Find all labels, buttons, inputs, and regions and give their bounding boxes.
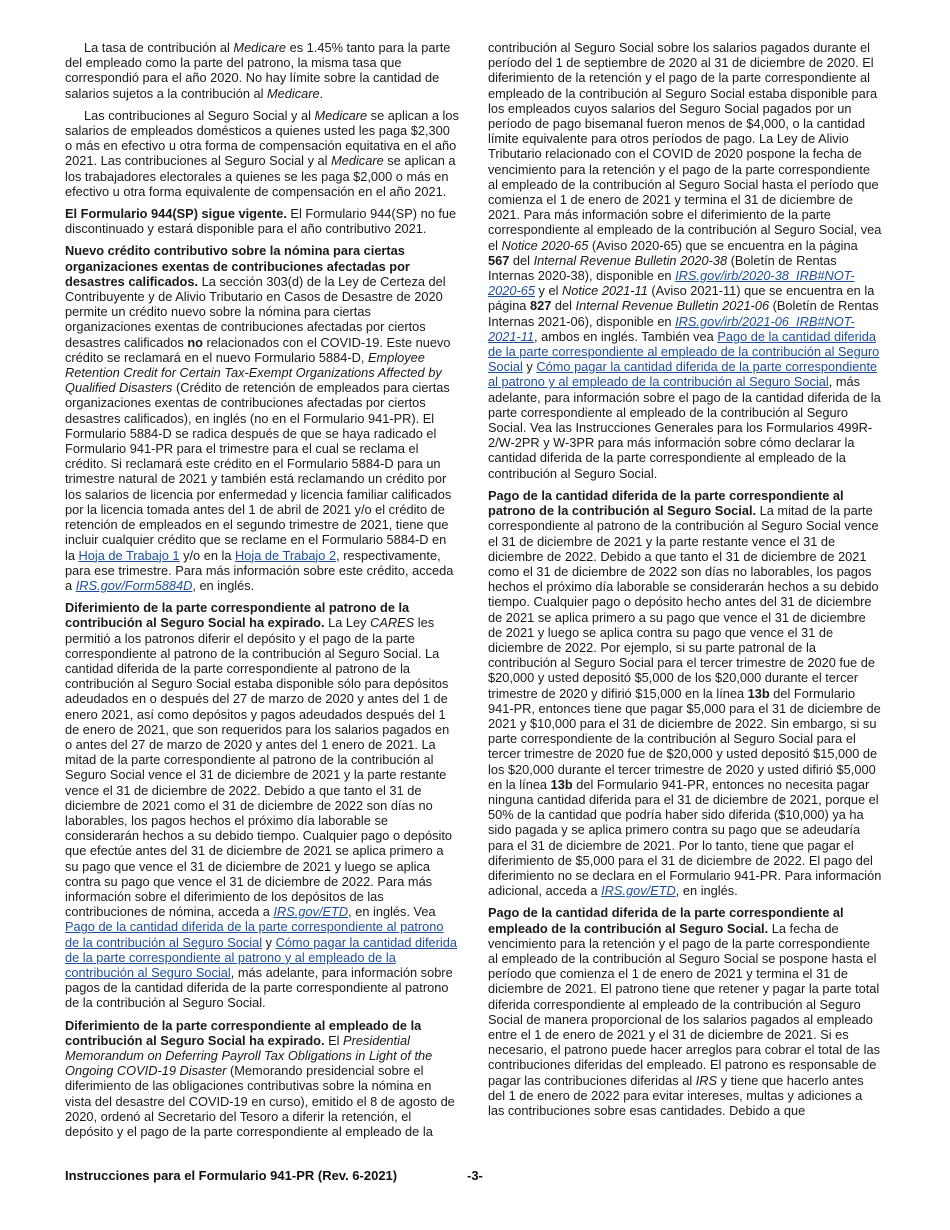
text: , ambos en inglés. También vea: [534, 328, 718, 344]
text: se aplican a los salarios de empleados domésticos a quienes usted les paga $2,300 o más en efectivo u otra forma de compensación equitativa en el año 2021. Las contribuciones al Seguro Social y al: [65, 107, 459, 169]
paragraph-heading: Diferimiento de la parte correspondiente al empleado de la contribución al Seguro Social ha expirado.: [65, 1017, 422, 1048]
bold-text: no: [187, 334, 203, 350]
text: del: [509, 252, 534, 268]
text: y: [522, 359, 537, 375]
italic-text: Medicare: [267, 85, 320, 101]
bold-text: 567: [488, 252, 510, 268]
text: es 1.45% tanto para la parte del empleado como la parte del patrono, la misma tasa que correspondió para el año 2020. No hay límite sobre la cantidad de salarios sujetos a la contribución al: [65, 40, 451, 101]
irb-2021-06-link[interactable]: IRS.gov/irb/2021-06_IRB#NOT-2021-11: [488, 313, 855, 344]
how-to-pay-deferral-link[interactable]: Cómo pagar la cantidad diferida de la parte correspondiente al patrono y al empleado de la contribución al Seguro Social: [65, 934, 457, 980]
household-employees-paragraph: [65, 108, 459, 199]
text: La Ley: [324, 615, 371, 631]
text: El: [324, 1032, 344, 1048]
text: (Aviso 2020-65) que se encuentra en la página: [588, 237, 858, 253]
employee-deferral-payment-paragraph: [488, 905, 882, 1118]
bold-text: 13b: [550, 776, 573, 792]
new-payroll-credit-paragraph: [65, 243, 459, 593]
text: y: [262, 934, 276, 950]
text: La mitad de la parte correspondiente al patrono de la contribución al Seguro Social vence el 31 de diciembre de 2021 y la parte restante vence el 31 de diciembre de 2022. Debido a que tanto el 31 de diciembre de 2021 como el 31 de diciembre de 2022 son días no laborables, los pagos hechos el próximo día laborable se considerarán hechos a su debido tiempo. Cualquier pago o depósito hecho antes del 31 de diciembre de 2021 se aplica primero a su pago que vence el 31 de diciembre de 2021 y luego se aplica contra su pago que vence el 31 de diciembre de 2022. Por ejemplo, si su parte patronal de la contribución al Seguro Social para el tercer trimestre de 2020 fue de $20,000 y usted depositó $5,000 de los $20,000 durante el tercer trimestre de 2020 y difirió $15,000 en la línea: [488, 503, 879, 701]
text: y/o en la: [179, 547, 236, 563]
text: El Formulario 944(SP) no fue discontinuado y estará disponible para el año contributivo 2021.: [65, 206, 457, 237]
worksheet-1-link[interactable]: Hoja de Trabajo 1: [78, 547, 180, 563]
paragraph-heading: El Formulario 944(SP) sigue vigente.: [65, 206, 287, 222]
text: , más adelante, para información sobre pagos de la cantidad diferida de la parte correspondiente al patrono de la contribución al Seguro Social.: [65, 964, 453, 1011]
text: , más adelante, para información sobre el pago de la cantidad diferida de la parte correspondiente al empleado de la contribución al Seguro Social. Vea las Instrucciones Generales para los Formularios 499R-2/W-2PR y W-3PR para más información sobre cómo declarar la cantidad diferida de la parte correspondiente al empleado de la contribución al Seguro Social.: [488, 374, 881, 481]
text: , en inglés. Vea: [348, 904, 436, 920]
italic-text: Medicare: [233, 40, 287, 55]
italic-text: Notice 2020-65: [501, 237, 589, 253]
text: La sección 303(d) de la Ley de Certeza del Contribuyente y de Alivio Tributario en Casos de Desastre de 2020 permite un crédito nuevo sobre la nómina para ciertas organizaciones exentas de contribuciones afectadas por ciertos desastres calificados: [65, 273, 446, 350]
text: La fecha de vencimiento para la retención y el pago de la parte correspondiente al empleado de la contribución al Seguro Social se pospone hasta el período que comienza el 1 de enero de 2021 y termina el 31 de diciembre de 2021. El patrono tiene que retener y pagar la parte total diferida correspondiente al empleado de la contribución al Seguro Social de manera proporcional de los salarios pagados al empleado entre el 1 de enero de 2021 y el 31 de diciembre de 2021. Si es necesario, el patrono puede hacer arreglos para cobrar el total de las contribuciones diferidas del empleado. El patrono es responsable de pagar las contribuciones diferidas al: [488, 920, 880, 1088]
text: Las contribuciones al Seguro Social y al: [84, 107, 315, 123]
text: , respectivamente, para ese trimestre. Para más información sobre este crédito, acceda a: [65, 547, 454, 593]
italic-text: Presidential Memorandum on Deferring Payroll Tax Obligations in Light of the Ongoing COVID-19 Disaster: [65, 1032, 433, 1079]
employee-deferral-payment-link[interactable]: Pago de la cantidad diferida de la parte correspondiente al empleado de la contribución al Seguro Social: [488, 328, 880, 375]
paragraph-heading: Diferimiento de la parte correspondiente al patrono de la contribución al Seguro Social ha expirado.: [65, 600, 410, 631]
employee-deferral-paragraph: [65, 1018, 459, 1140]
italic-text: IRS: [695, 1072, 718, 1088]
text: relacionados con el COVID-19. Este nuevo crédito se reclamará en el nuevo Formulario 5884-D,: [65, 334, 451, 365]
employer-deferral-payment-paragraph: [488, 488, 882, 898]
how-to-pay-deferral-link[interactable]: Cómo pagar la cantidad diferida de la parte correspondiente al patrono y al empleado de la contribución al Seguro Social: [488, 359, 878, 390]
text: (Crédito de retención de empleados para ciertas organizaciones exentas de contribuciones afectadas por ciertos desastres calificados), en inglés (no en el Formulario 941-PR). El Formulario 5884-D se radica después de que se haya radicado el Formulario 941-PR para el trimestre para el cual se reclama el crédito. Si reclamará este crédito en el Formulario 5884-D para un trimestre natural de 2021 y también está reclamando un crédito por los salarios de licencia por enfermedad y licencia familiar calificados por la licencia tomada antes del 1 de abril de 2021 y/o el crédito de retención de empleados en el segundo trimestre de 2021, tiene que incluir cualquier crédito que se reclame en el Formulario 5884-D en la: [65, 380, 452, 563]
text: se aplican a los trabajadores electorales a quienes se les paga $2,000 o más en efectivo u otra forma equivalente de compensación en el año 2021.: [65, 153, 456, 199]
text: del: [551, 298, 576, 314]
page-number: -3-: [467, 1168, 483, 1183]
italic-text: Employee Retention Credit for Certain Tax-Exempt Organizations Affected by Qualified Disasters: [65, 349, 442, 396]
paragraph-heading: Nuevo crédito contributivo sobre la nómina para ciertas organizaciones exentas de contribuciones afectadas por desastres calificados.: [65, 243, 410, 289]
left-column: [65, 40, 459, 1146]
bold-text: 13b: [747, 685, 770, 701]
employee-deferral-continued-paragraph: [488, 40, 882, 481]
right-column: [488, 40, 882, 1125]
irs-etd-link[interactable]: IRS.gov/ETD: [273, 904, 349, 920]
form-944sp-paragraph: [65, 206, 459, 236]
italic-text: Internal Revenue Bulletin 2020-38: [533, 252, 728, 268]
irb-2020-38-link[interactable]: IRS.gov/irb/2020-38_IRB#NOT-2020-65: [488, 268, 855, 299]
text: , en inglés.: [192, 577, 255, 593]
text: del Formulario 941-PR, entonces tiene que pagar $5,000 para el 31 de diciembre de 2021 y $10,000 para el 31 de diciembre de 2022. Sin embargo, si su parte correspondiente de la contribución al Seguro Social para el tercer trimestre de 2020 fue de $20,000 y usted depositó $15,000 de los $20,000 durante el tercer trimestre de 2020 y usted difirió $5,000 en la línea: [488, 685, 881, 792]
text: (Boletín de Rentas Internas 2020-38), disponible en: [488, 252, 837, 284]
footer-title: Instrucciones para el Formulario 941-PR (Rev. 6-2021): [65, 1168, 398, 1183]
italic-text: Internal Revenue Bulletin 2021-06: [575, 298, 770, 314]
paragraph-heading: Pago de la cantidad diferida de la parte correspondiente al empleado de la contribución al Seguro Social.: [488, 905, 844, 936]
text: La tasa de contribución al: [84, 40, 234, 55]
text: del Formulario 941-PR, entonces no necesita pagar ninguna cantidad diferida para el 31 de diciembre de 2021, porque el 50% de la cantidad que podría haber sido diferida ($10,000) ya ha sido pagada y se aplica primero contra su pago que se adeudaría para el 31 de diciembre de 2021. Por lo tanto, tiene que pagar el diferimiento de $5,000 para el 31 de diciembre de 2022. El pago del diferimiento no se declara en el Formulario 941-PR. Para información adicional, acceda a: [488, 776, 882, 899]
text: (Memorando presidencial sobre el diferimiento de las obligaciones contributivas sobre la nómina en vista del desastre del COVID-19 en curso), emitido el 8 de agosto de 2020, ordenó al Secretario del Tesoro a diferir la retención, el depósito y el pago de la parte correspondiente al empleado de la: [65, 1063, 455, 1140]
italic-text: CARES: [370, 615, 415, 631]
text: les permitió a los patronos diferir el depósito y el pago de la parte correspondiente al patrono de la contribución al Seguro Social. La cantidad diferida de la parte correspondiente al patrono de la contribución al Seguro Social estaba disponible sólo para depósitos adeudados en o después del 27 de marzo de 2020 y antes del 1 de enero 2021, así como depósitos y pagos adeudados después del 1 de enero de 2021, que son requeridos para los salarios pagados en o antes del 27 de marzo de 2020 y antes del 1 enero de 2021. La mitad de la parte correspondiente al patrono de la contribución al Seguro Social vence el 31 de diciembre de 2021 y la parte restante vence el 31 de diciembre de 2022. Debido a que tanto el 31 de diciembre de 2021 como el 31 de diciembre de 2022 son días no laborables, los pagos hechos el próximo día laborable se considerarán hechos a su debido tiempo. Cualquier pago o depósito que efectúe antes del 31 de diciembre de 2021 se aplica primero a su pago que vence el 31 de diciembre de 2021 y luego se aplica contra su pago que vence el 31 de diciembre de 2022. Para más información sobre el diferimiento de los depósitos de las contribuciones de nómina, acceda a: [65, 615, 453, 920]
text: (Aviso 2021-11) que se encuentra en la página: [488, 283, 875, 314]
italic-text: Medicare: [331, 153, 384, 169]
medicare-rate-paragraph: [65, 40, 459, 101]
employer-deferral-paragraph: [65, 600, 459, 1010]
form5884d-link[interactable]: IRS.gov/Form5884D: [75, 577, 193, 593]
employer-deferral-payment-link[interactable]: Pago de la cantidad diferida de la parte correspondiente al patrono de la contribución al Seguro Social: [65, 919, 444, 950]
text: y el: [534, 283, 562, 299]
italic-text: Notice 2021-11: [562, 283, 648, 299]
italic-text: Medicare: [314, 107, 368, 123]
worksheet-2-link[interactable]: Hoja de Trabajo 2: [235, 547, 337, 563]
text: , en inglés.: [675, 883, 738, 899]
irs-etd-link[interactable]: IRS.gov/ETD: [601, 883, 676, 899]
paragraph-heading: Pago de la cantidad diferida de la parte correspondiente al patrono de la contribución al Seguro Social.: [488, 487, 844, 519]
text: (Boletín de Rentas Internas 2021-06), disponible en: [488, 298, 879, 329]
bold-text: 827: [529, 298, 552, 314]
text: y tiene que hacerlo antes del 1 de enero de 2022 para evitar intereses, multas y adiciones a las contribuciones sobre esas cantidades. Debido a que: [488, 1072, 864, 1119]
text: .: [319, 85, 324, 101]
text: contribución al Seguro Social sobre los salarios pagados durante el período del 1 de septiembre de 2020 al 31 de diciembre de 2020. El diferimiento de la retención y el pago de la parte correspondiente al empleado de la contribución al Seguro Social estaba disponible para los empleados cuyos salarios del Seguro Social pagados por un período de pago bisemanal fueron menos de $4,000, o la cantidad límite equivalente para otros períodos de pago. La Ley de Alivio Tributario relacionado con el COVID de 2020 pospone la fecha de vencimiento para la retención y el pago de la parte correspondiente al empleado de la contribución al Seguro Social hasta el período que comienza el 1 de enero de 2021 y termina el 31 de diciembre de 2021. Para más información sobre el diferimiento de la parte correspondiente al empleado de la contribución al Seguro Social, vea el: [488, 40, 882, 253]
